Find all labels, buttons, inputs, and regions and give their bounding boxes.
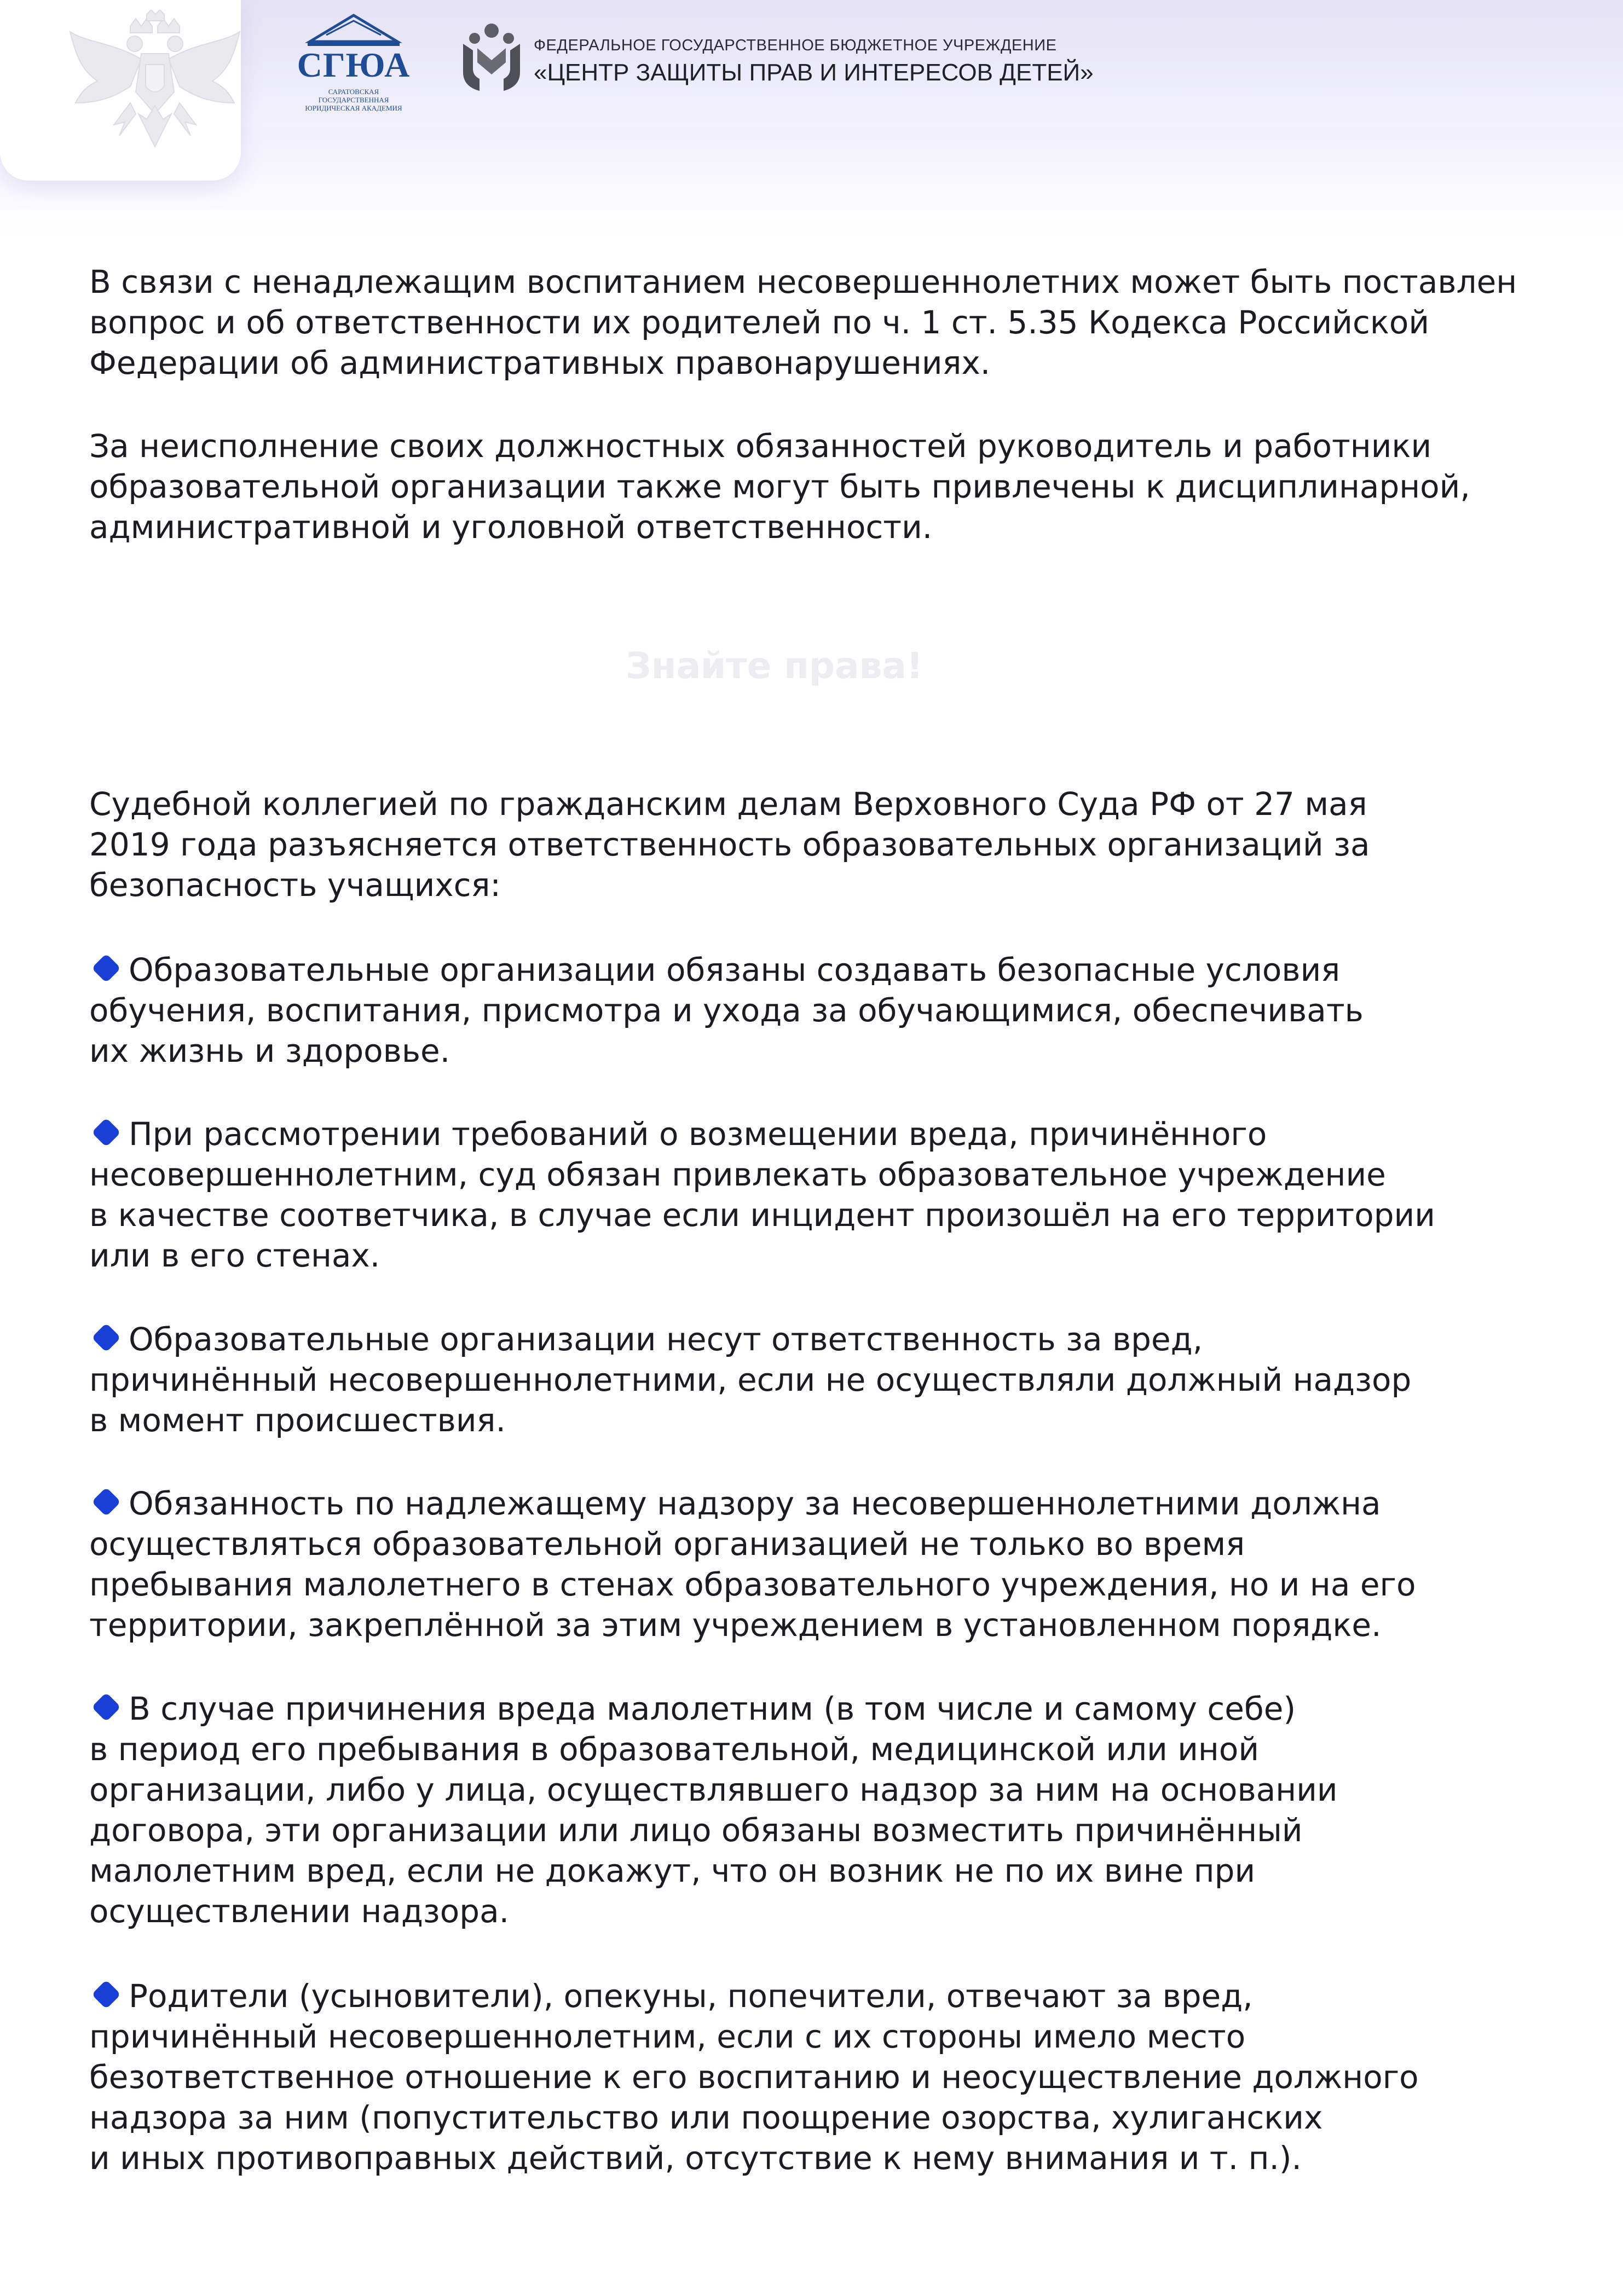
russian-eagle-emblem-icon [65,10,245,163]
bullet-item-5 [89,1688,1556,1931]
bullet-text: Родители (усыновители), опекуны, попечители, отвечают за вред, [129,1977,1253,2015]
centre-org-name: «ЦЕНТР ЗАЩИТЫ ПРАВ И ИНТЕРЕСОВ ДЕТЕЙ» [534,59,1094,86]
text-line: обучения, воспитания, присмотра и ухода за обучающимися, обеспечивать [89,992,1364,1029]
text-line [89,1114,1556,1154]
sgua-caption-line2: ЮРИДИЧЕСКАЯ АКАДЕМИЯ [305,104,402,112]
text-line: В связи с ненадлежащим воспитанием несовершеннолетних может быть поставлен [89,263,1517,300]
text-line: несовершеннолетним, суд обязан привлекать образовательное учреждение [89,1156,1386,1193]
bullet-text: Образовательные организации обязаны создавать безопасные условия [129,951,1341,988]
text-line: Федерации об административных правонарушениях. [89,344,991,381]
bullet-item-2 [89,1114,1556,1276]
text-line [89,1483,1556,1524]
centre-logo-text [534,36,1191,88]
academy-building-icon [304,11,403,47]
bullet-text: Обязанность по надлежащему надзору за несовершеннолетними должна [129,1485,1381,1522]
bullet-item-1 [89,950,1556,1071]
text-line: осуществлении надзора. [89,1893,510,1930]
intro-paragraph-2 [89,426,1556,547]
bullet-item-4 [89,1483,1556,1645]
text-line: малолетним вред, если не докажут, что он возник не по их вине при [89,1852,1256,1889]
text-line: их жизнь и здоровье. [89,1032,450,1069]
blue-diamond-bullet-icon [89,1981,123,2008]
text-line: 2019 года разъясняется ответственность образовательных организаций за [89,826,1370,863]
court-lead-paragraph [89,784,1556,905]
sgua-logo-name: СГЮА [297,45,411,84]
bullet-item-3 [89,1319,1556,1441]
text-line: Судебной коллегией по гражданским делам Верховного Суда РФ от 27 мая [89,785,1367,823]
text-line: территории, закреплённой за этим учреждением в установленном порядке. [89,1606,1382,1644]
centre-org-type: ФЕДЕРАЛЬНОЕ ГОСУДАРСТВЕННОЕ БЮДЖЕТНОЕ УЧРЕЖДЕНИЕ [534,37,1057,54]
bullet-text: В случае причинения вреда малолетним (в том числе и самому себе) [129,1690,1296,1727]
emblem-tab [0,0,241,181]
text-line: образовательной организации также могут быть привлечены к дисциплинарной, [89,468,1470,505]
text-line: пребывания малолетнего в стенах образовательного учреждения, но и на его [89,1566,1416,1603]
text-line [89,1688,1556,1729]
text-line [89,1976,1556,2016]
intro-paragraph-1 [89,262,1556,383]
text-line: в качестве соответчика, в случае если инцидент произошёл на его территории [89,1196,1435,1234]
text-line: причинённый несовершеннолетним, если с их стороны имело место [89,2018,1246,2055]
text-line: договора, эти организации или лицо обязаны возместить причинённый [89,1812,1303,1849]
text-line [89,1319,1556,1360]
child-rights-centre-logo-icon [461,22,522,93]
text-line: и иных противоправных действий, отсутствие к нему внимания и т. п.). [89,2139,1302,2177]
blue-diamond-bullet-icon [89,1324,123,1351]
sgua-logo [294,11,413,112]
bullet-text: Образовательные организации несут ответственность за вред, [129,1321,1203,1358]
text-line: безопасность учащихся: [89,866,501,904]
text-line: осуществляться образовательной организацией не только во время [89,1525,1245,1563]
blue-diamond-bullet-icon [89,1119,123,1146]
bullet-text: При рассмотрении требований о возмещении вреда, причинённого [129,1115,1267,1153]
bullet-item-6 [89,1976,1556,2178]
text-line: административной и уголовной ответственности. [89,508,933,546]
blue-diamond-bullet-icon [89,1488,123,1516]
text-line: в период его пребывания в образовательной, медицинской или иной [89,1731,1260,1768]
text-line: надзора за ним (попустительство или поощрение озорства, хулиганских [89,2099,1323,2136]
text-line: или в его стенах. [89,1237,380,1274]
section-heading: Знайте права! [626,645,923,687]
text-line: организации, либо у лица, осуществлявшего надзор за ним на основании [89,1771,1338,1808]
text-line [89,950,1556,990]
sgua-caption-line1: САРАТОВСКАЯ ГОСУДАРСТВЕННАЯ [318,88,389,104]
blue-diamond-bullet-icon [89,1693,123,1721]
text-line: причинённый несовершеннолетними, если не осуществляли должный надзор [89,1361,1412,1398]
sgua-logo-caption [294,88,413,112]
text-line: вопрос и об ответственности их родителей по ч. 1 ст. 5.35 Кодекса Российской [89,304,1430,341]
blue-diamond-bullet-icon [89,955,123,982]
text-line: За неисполнение своих должностных обязанностей руководитель и работники [89,427,1432,465]
text-line: в момент происшествия. [89,1402,506,1439]
text-line: безответственное отношение к его воспитанию и неосуществление должного [89,2058,1419,2096]
